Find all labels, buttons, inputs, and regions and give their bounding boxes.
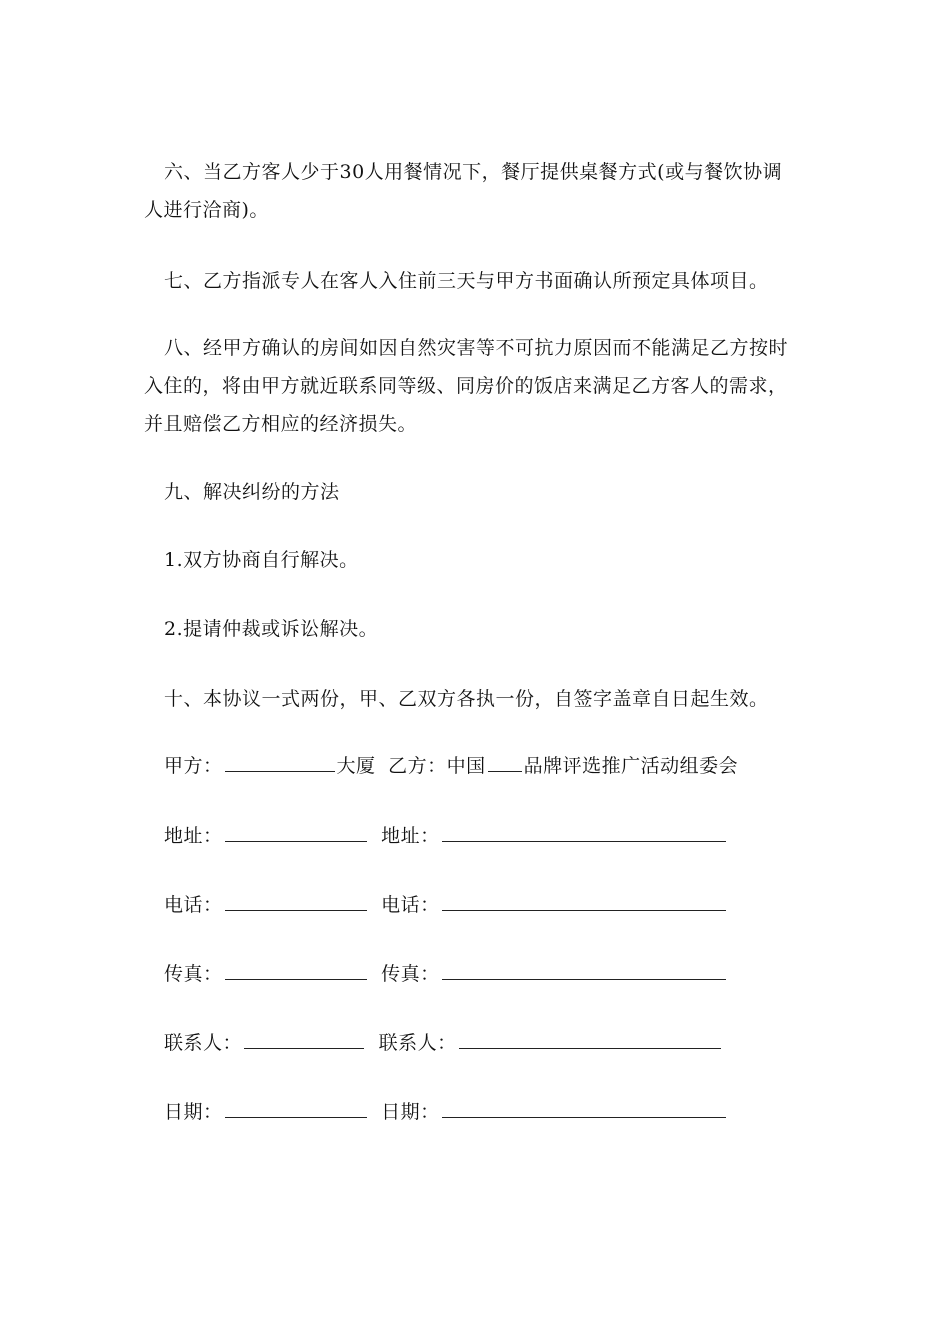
clause-9-heading: 九、解决纠纷的方法	[164, 481, 340, 503]
clause-9-item-1: 1.双方协商自行解决。	[164, 549, 359, 571]
contact-label-a: 联系人：	[164, 1032, 243, 1054]
date-label-a: 日期：	[164, 1101, 223, 1123]
party-b-suffix: 品牌评选推广活动组委会	[523, 755, 739, 777]
clause-7: 七、乙方指派专人在客人入住前三天与甲方书面确认所预定具体项目。	[164, 270, 769, 292]
party-b-blank[interactable]	[488, 752, 522, 772]
fax-field-a[interactable]	[225, 960, 367, 980]
fax-label-a: 传真：	[164, 963, 223, 985]
date-field-b[interactable]	[442, 1098, 726, 1118]
contact-label-b: 联系人：	[378, 1032, 457, 1054]
clause-9-item-2: 2.提请仲裁或诉讼解决。	[164, 618, 379, 640]
party-row	[164, 752, 738, 780]
address-row	[164, 822, 728, 850]
date-row	[164, 1098, 728, 1126]
clause-10: 十、本协议一式两份，甲、乙双方各执一份，自签字盖章自日起生效。	[164, 688, 769, 710]
address-field-b[interactable]	[442, 822, 726, 842]
phone-row	[164, 891, 728, 919]
fax-label-b: 传真：	[381, 963, 440, 985]
phone-label-a: 电话：	[164, 894, 223, 916]
address-label-b: 地址：	[381, 825, 440, 847]
clause-6: 六、当乙方客人少于30人用餐情况下，餐厅提供桌餐方式(或与餐饮协调人进行洽商)。	[144, 161, 783, 221]
party-a-label: 甲方：	[164, 755, 223, 777]
phone-field-b[interactable]	[442, 891, 726, 911]
clause-8: 八、经甲方确认的房间如因自然灾害等不可抗力原因而不能满足乙方按时入住的，将由甲方就近联系同等级、同房价的饭店来满足乙方客人的需求，并且赔偿乙方相应的经济损失。	[144, 337, 789, 435]
address-label-a: 地址：	[164, 825, 223, 847]
fax-field-b[interactable]	[442, 960, 726, 980]
fax-row	[164, 960, 728, 988]
date-label-b: 日期：	[381, 1101, 440, 1123]
contact-field-b[interactable]	[459, 1029, 721, 1049]
party-a-blank[interactable]	[225, 752, 335, 772]
contact-field-a[interactable]	[244, 1029, 364, 1049]
contact-row	[164, 1029, 723, 1057]
party-a-suffix: 大厦	[336, 755, 376, 777]
phone-field-a[interactable]	[225, 891, 367, 911]
date-field-a[interactable]	[225, 1098, 367, 1118]
address-field-a[interactable]	[225, 822, 367, 842]
phone-label-b: 电话：	[381, 894, 440, 916]
party-b-label: 乙方：中国	[388, 755, 486, 777]
